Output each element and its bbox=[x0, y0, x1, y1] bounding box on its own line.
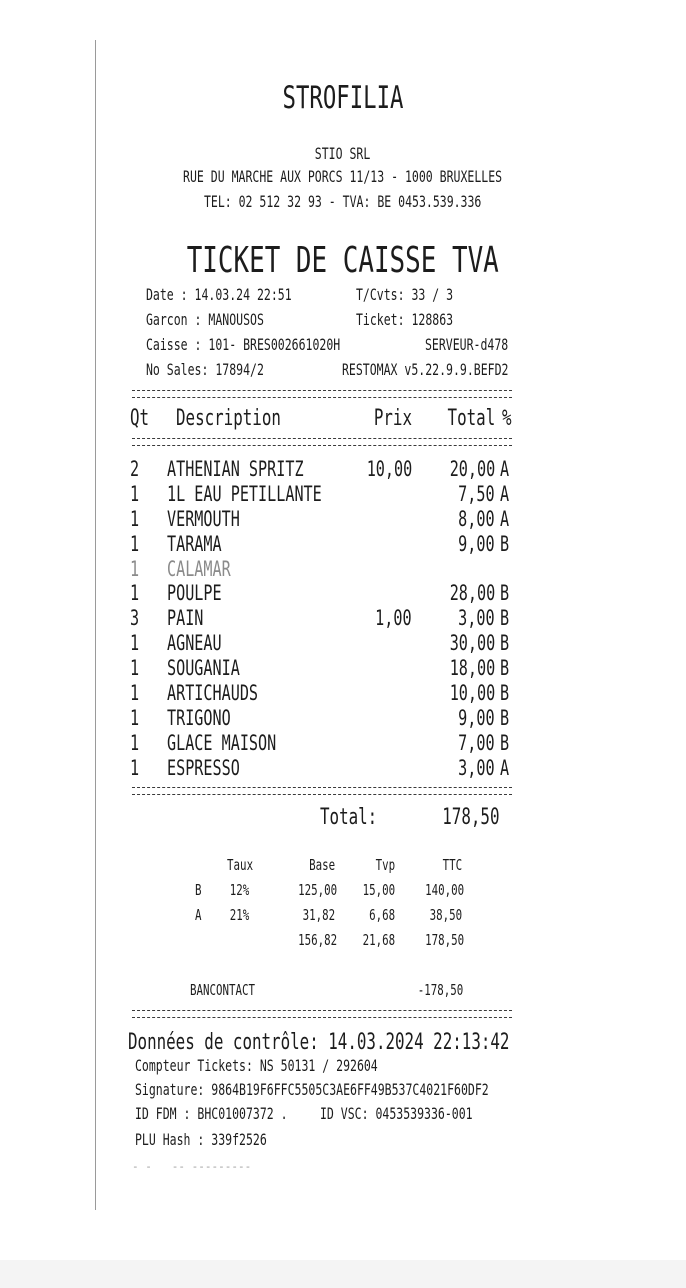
item-description: PAIN bbox=[167, 606, 204, 630]
info-ticket-number: Ticket: 128863 bbox=[356, 310, 454, 329]
info-waiter: Garcon : MANOUSOS bbox=[146, 310, 264, 329]
item-qt: 1 bbox=[130, 756, 140, 780]
vat-tax-total: 21,68 bbox=[362, 931, 395, 949]
item-price bbox=[340, 581, 412, 605]
item-qt: 1 bbox=[130, 631, 140, 655]
item-price bbox=[340, 706, 412, 730]
item-price: 10,00 bbox=[366, 457, 412, 481]
item-vat-code: A bbox=[500, 756, 510, 780]
item-description: ARTICHAUDS bbox=[167, 681, 259, 705]
item-total: 8,00 bbox=[458, 507, 495, 531]
item-vat-code: A bbox=[500, 482, 510, 506]
item-price: 1,00 bbox=[375, 606, 412, 630]
company-name: STIO SRL bbox=[315, 144, 371, 163]
item-price bbox=[340, 557, 412, 581]
item-price bbox=[340, 532, 412, 556]
vat-header-ttc: TTC bbox=[442, 856, 462, 874]
item-description: TARAMA bbox=[167, 532, 222, 556]
item-price bbox=[340, 507, 412, 531]
plu-hash: PLU Hash : 339f2526 bbox=[135, 1130, 267, 1149]
item-description: 1L EAU PETILLANTE bbox=[167, 482, 322, 506]
item-vat-code: A bbox=[500, 507, 510, 531]
vat-code: A bbox=[195, 906, 202, 924]
info-register: Caisse : 101- BRES002661020H bbox=[146, 335, 341, 354]
item-total: 3,00 bbox=[458, 606, 495, 630]
item-qt: 1 bbox=[130, 532, 140, 556]
info-software: RESTOMAX v5.22.9.9.BEFD2 bbox=[342, 360, 509, 379]
restaurant-name: STROFILIA bbox=[282, 80, 404, 116]
vat-tax: 15,00 bbox=[362, 881, 395, 899]
company-contact: TEL: 02 512 32 93 - TVA: BE 0453.539.336 bbox=[204, 192, 482, 211]
ticket-counter: Compteur Tickets: NS 50131 / 292604 bbox=[135, 1056, 378, 1075]
item-qt: 1 bbox=[130, 581, 140, 605]
id-vsc: ID VSC: 0453539336-001 bbox=[320, 1104, 473, 1123]
vat-tax: 6,68 bbox=[368, 906, 395, 924]
info-sales: No Sales: 17894/2 bbox=[146, 360, 264, 379]
vat-code: B bbox=[195, 881, 202, 899]
item-total: 9,00 bbox=[458, 706, 495, 730]
vat-header-base: Base bbox=[308, 856, 335, 874]
item-qt: 1 bbox=[130, 706, 140, 730]
item-qt: 3 bbox=[130, 606, 140, 630]
paper-fold-line bbox=[95, 40, 96, 1210]
item-price bbox=[340, 681, 412, 705]
scan-bottom-edge bbox=[0, 1260, 686, 1288]
item-description: ESPRESSO bbox=[167, 756, 240, 780]
item-vat-code: B bbox=[500, 606, 510, 630]
total-value: 178,50 bbox=[442, 805, 500, 830]
item-price bbox=[340, 731, 412, 755]
column-prix: Prix bbox=[373, 406, 412, 431]
item-total: 7,00 bbox=[458, 731, 495, 755]
column-qt: Qt bbox=[130, 406, 150, 431]
separator bbox=[132, 438, 512, 446]
item-description: ATHENIAN SPRITZ bbox=[167, 457, 304, 481]
total-label: Total: bbox=[320, 805, 378, 830]
item-price bbox=[340, 482, 412, 506]
vat-rate: 12% bbox=[230, 881, 250, 899]
item-vat-code: B bbox=[500, 631, 510, 655]
column-percent: % bbox=[502, 406, 512, 431]
control-title: Données de contrôle: 14.03.2024 22:13:42 bbox=[128, 1030, 510, 1055]
item-vat-code: B bbox=[500, 581, 510, 605]
id-fdm: ID FDM : BHC01007372 . bbox=[135, 1104, 288, 1123]
item-qt: 1 bbox=[130, 557, 140, 581]
info-server: SERVEUR-d478 bbox=[425, 335, 509, 354]
item-price bbox=[340, 656, 412, 680]
item-vat-code: B bbox=[500, 656, 510, 680]
vat-ttc-total: 178,50 bbox=[425, 931, 465, 949]
item-price bbox=[340, 631, 412, 655]
vat-rate: 21% bbox=[230, 906, 250, 924]
vat-ttc: 140,00 bbox=[425, 881, 465, 899]
column-description: Description bbox=[176, 406, 281, 431]
item-total: 7,50 bbox=[458, 482, 495, 506]
item-total: 30,00 bbox=[449, 631, 495, 655]
item-total: 3,00 bbox=[458, 756, 495, 780]
item-qt: 1 bbox=[130, 507, 140, 531]
payment-method: BANCONTACT bbox=[190, 981, 256, 999]
payment-amount: -178,50 bbox=[417, 981, 464, 999]
item-total: 20,00 bbox=[449, 457, 495, 481]
item-description: SOUGANIA bbox=[167, 656, 240, 680]
vat-base-total: 156,82 bbox=[298, 931, 338, 949]
item-vat-code: B bbox=[500, 706, 510, 730]
item-description: AGNEAU bbox=[167, 631, 222, 655]
item-description: VERMOUTH bbox=[167, 507, 240, 531]
item-qt: 1 bbox=[130, 482, 140, 506]
item-total bbox=[420, 557, 495, 581]
company-address: RUE DU MARCHE AUX PORCS 11/13 - 1000 BRUXELLES bbox=[183, 167, 503, 186]
item-vat-code: B bbox=[500, 681, 510, 705]
item-description: TRIGONO bbox=[167, 706, 231, 730]
separator bbox=[132, 1010, 512, 1018]
item-total: 10,00 bbox=[449, 681, 495, 705]
vat-base: 31,82 bbox=[302, 906, 335, 924]
item-qt: 2 bbox=[130, 457, 140, 481]
faded-print-mark: - - -- --------- bbox=[132, 1160, 252, 1173]
vat-ttc: 38,50 bbox=[429, 906, 462, 924]
item-total: 28,00 bbox=[449, 581, 495, 605]
separator bbox=[132, 787, 512, 795]
item-qt: 1 bbox=[130, 731, 140, 755]
info-date: Date : 14.03.24 22:51 bbox=[146, 285, 292, 304]
item-vat-code: B bbox=[500, 731, 510, 755]
item-vat-code: A bbox=[500, 457, 510, 481]
item-total: 9,00 bbox=[458, 532, 495, 556]
ticket-title: TICKET DE CAISSE TVA bbox=[186, 240, 500, 281]
vat-header-rate: Taux bbox=[226, 856, 254, 874]
column-total: Total bbox=[447, 406, 495, 431]
item-description: POULPE bbox=[167, 581, 222, 605]
info-covers: T/Cvts: 33 / 3 bbox=[356, 285, 454, 304]
item-total: 18,00 bbox=[449, 656, 495, 680]
item-qt: 1 bbox=[130, 656, 140, 680]
item-description: GLACE MAISON bbox=[167, 731, 277, 755]
vat-base: 125,00 bbox=[298, 881, 338, 899]
item-description: CALAMAR bbox=[167, 557, 231, 581]
separator bbox=[132, 390, 512, 398]
vat-header-tax: Tvp bbox=[375, 856, 395, 874]
item-price bbox=[340, 756, 412, 780]
item-qt: 1 bbox=[130, 681, 140, 705]
signature: Signature: 9864B19F6FFC5505C3AE6FF49B537C4021F60DF2 bbox=[135, 1080, 489, 1099]
item-vat-code: B bbox=[500, 532, 510, 556]
